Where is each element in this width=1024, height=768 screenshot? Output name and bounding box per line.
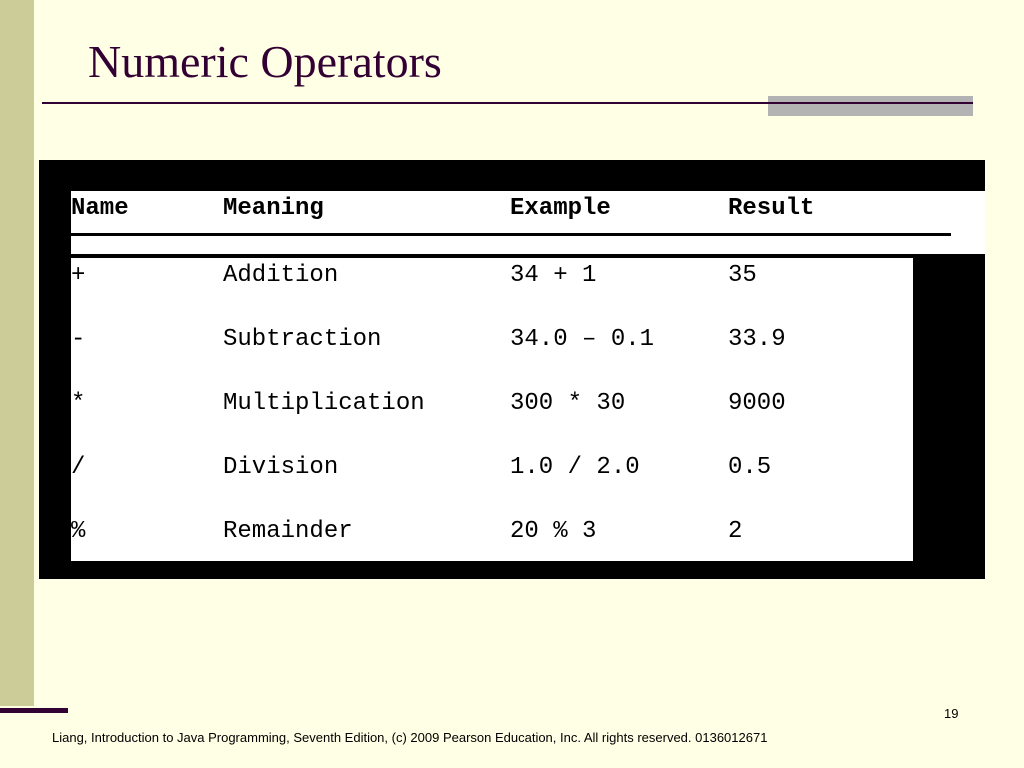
slide-title: Numeric Operators	[88, 36, 442, 87]
row-3-name: /	[71, 454, 86, 481]
row-3-result: 0.5	[728, 454, 772, 481]
row-0-example: 34 + 1	[510, 262, 597, 289]
header-name: Name	[71, 195, 129, 222]
row-4-example: 20 % 3	[510, 518, 597, 545]
row-2-result: 9000	[728, 390, 786, 417]
row-2-name: *	[71, 390, 86, 417]
row-1-meaning: Subtraction	[223, 326, 382, 353]
table-body-band	[71, 258, 913, 561]
title-rule-block	[768, 96, 973, 116]
row-1-name: -	[71, 326, 86, 353]
footer-copyright: Liang, Introduction to Java Programming, Seventh Edition, (c) 2009 Pearson Education, Inc. All rights reserved. 0136012671	[52, 730, 768, 745]
table-header-rule	[71, 233, 951, 236]
title-rule	[42, 102, 973, 104]
header-meaning: Meaning	[223, 195, 324, 222]
row-0-name: +	[71, 262, 86, 289]
row-0-meaning: Addition	[223, 262, 339, 289]
row-1-result: 33.9	[728, 326, 786, 353]
row-1-example: 34.0 – 0.1	[510, 326, 655, 353]
bottom-accent-bar	[0, 708, 68, 713]
row-4-meaning: Remainder	[223, 518, 353, 545]
row-0-result: 35	[728, 262, 757, 289]
header-example: Example	[510, 195, 611, 222]
row-4-result: 2	[728, 518, 743, 545]
row-3-meaning: Division	[223, 454, 339, 481]
row-2-meaning: Multiplication	[223, 390, 425, 417]
row-2-example: 300 * 30	[510, 390, 626, 417]
header-result: Result	[728, 195, 815, 222]
left-decorative-strip	[0, 0, 34, 706]
row-3-example: 1.0 / 2.0	[510, 454, 640, 481]
row-4-name: %	[71, 518, 86, 545]
page-number: 19	[944, 706, 959, 721]
